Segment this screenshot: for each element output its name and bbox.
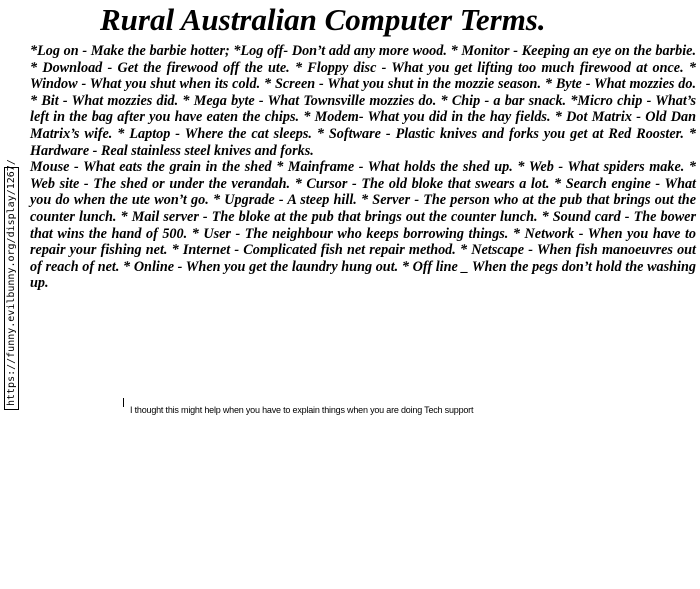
vertical-url-strip bbox=[0, 0, 22, 589]
handwritten-footnote: I thought this might help when you have to explain things when you are doing Tech support bbox=[130, 405, 474, 415]
terms-paragraph-1: *Log on - Make the barbie hotter; *Log off- Don’t add any more wood. * Monitor - Keeping an eye on the barbie. * Download - Get the firewood off the ute. * Floppy disc - What you get lifting too much firewood at once. * Window - What you shut when its cold. * Screen - What you shut in the mozzie season. * Byte - What mozzies do. * Bit - What mozzies did. * Mega byte - What Townsville mozzies do. * Chip - a bar snack. *Micro chip - What’s left in the bag after you have eaten the chips. * Modem- What you did in the hay fields. * Dot Matrix - Old Dan Matrix’s wife. * Laptop - Where the cat sleeps. * Software - Plastic knives and forks you get at Red Rooster. * Hardware - Real stainless steel knives and forks. bbox=[30, 43, 696, 159]
source-url: https://funny.evilbunny.org/display/1267/ bbox=[4, 167, 19, 410]
terms-text bbox=[30, 43, 696, 292]
page-title: Rural Australian Computer Terms. bbox=[100, 2, 546, 37]
terms-paragraph-2: Mouse - What eats the grain in the shed * Mainframe - What holds the shed up. * Web - What spiders make. * Web site - The shed or under the verandah. * Cursor - The old bloke that swears a lot. * Search engine - What you do when the ute won’t go. * Upgrade - A steep hill. * Server - The person who at the pub that brings out the counter lunch. * Mail server - The bloke at the pub that brings out the counter lunch. * Sound card - The bower that wins the hand of 500. * User - The neighbour who keeps borrowing things. * Network - When you have to repair your fishing net. * Internet - Complicated fish net repair method. * Netscape - When fish manoeuvres out of reach of net. * Online - When you get the laundry hung out. * Off line _ When the pegs don’t hold the washing up. bbox=[30, 159, 696, 292]
margin-tick-mark bbox=[123, 398, 124, 407]
